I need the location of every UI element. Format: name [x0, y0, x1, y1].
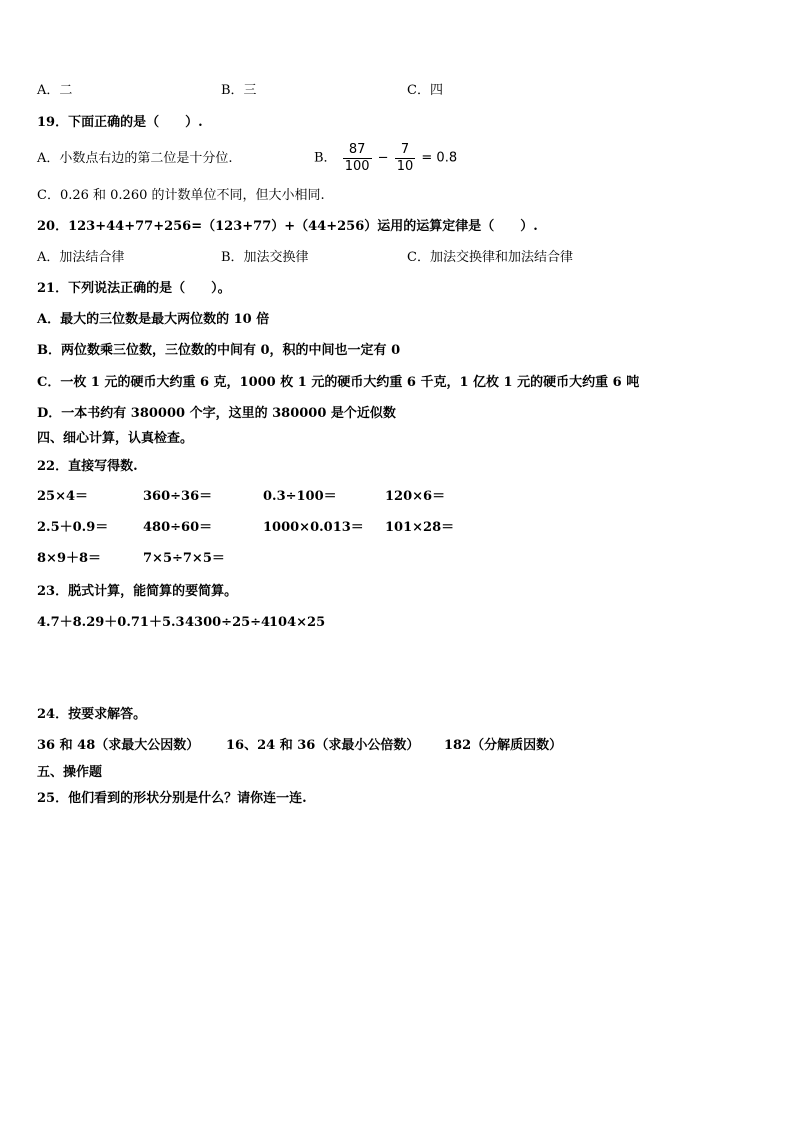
q22-item: 1000×0.013＝ — [263, 520, 364, 535]
q19-option-c: C．0.26 和 0.260 的计数单位不同，但大小相同. — [37, 188, 325, 203]
q19-option-a: A．小数点右边的第二位是十分位. — [37, 151, 233, 166]
q19-fraction-2-numerator: 7 — [395, 142, 416, 159]
q18-option-b: B．三 — [221, 83, 257, 98]
q19-option-b-label: B． — [314, 150, 337, 166]
q19-fraction-2-denominator: 10 — [396, 159, 414, 174]
q24-item: 182（分解质因数） — [444, 738, 563, 753]
q23-stem: 23．脱式计算，能简算的要简算。 — [37, 584, 238, 599]
q21-option-a: A．最大的三位数是最大两位数的 10 倍 — [37, 312, 270, 327]
q22-item: 0.3÷100＝ — [263, 489, 337, 504]
q24-item: 16、24 和 36（求最小公倍数） — [226, 738, 420, 753]
q22-item: 360÷36＝ — [143, 489, 213, 504]
q19-fraction-1 — [343, 142, 372, 175]
q24-stem: 24．按要求解答。 — [37, 707, 147, 722]
q21-option-c: C．一枚 1 元的硬币大约重 6 克，1000 枚 1 元的硬币大约重 6 千克，1 亿枚 1 元的硬币大约重 6 吨 — [37, 375, 640, 390]
q21-option-b: B．两位数乘三位数，三位数的中间有 0，积的中间也一定有 0 — [37, 343, 401, 358]
q23-item: 4300÷25÷4 — [185, 615, 271, 630]
q24-item: 36 和 48（求最大公因数） — [37, 738, 200, 753]
q22-stem: 22．直接写得数. — [37, 459, 138, 474]
q19-result: = 0.8 — [421, 150, 458, 166]
q22-item: 101×28＝ — [385, 520, 455, 535]
q22-item: 8×9＋8＝ — [37, 551, 102, 566]
q20-stem: 20．123+44+77+256=（123+77）+（44+256）运用的运算定律是（ ）. — [37, 219, 538, 234]
q18-option-c: C．四 — [407, 83, 443, 98]
section-5-heading: 五、操作题 — [37, 765, 103, 780]
q18-option-a: A．二 — [37, 83, 73, 98]
q19-minus-sign: − — [377, 150, 389, 166]
q23-item: 4.7＋8.29＋0.71＋5.3 — [37, 615, 185, 630]
q19-option-b — [314, 142, 457, 175]
q21-stem: 21．下列说法正确的是（ ）。 — [37, 281, 231, 296]
q20-option-a: A．加法结合律 — [37, 250, 125, 265]
q23-item: 104×25 — [269, 615, 326, 630]
q22-item: 7×5÷7×5＝ — [143, 551, 225, 566]
q19-fraction-1-denominator: 100 — [344, 159, 370, 174]
q19-fraction-1-numerator: 87 — [343, 142, 372, 159]
q19-fraction-2 — [395, 142, 416, 175]
q19-stem: 19．下面正确的是（ ）. — [37, 115, 203, 130]
q21-option-d: D．一本书约有 380000 个字，这里的 380000 是个近似数 — [37, 406, 396, 421]
q22-item: 120×6＝ — [385, 489, 446, 504]
q22-item: 480÷60＝ — [143, 520, 213, 535]
q20-option-c: C．加法交换律和加法结合律 — [407, 250, 573, 265]
section-4-heading: 四、细心计算，认真检查。 — [37, 431, 194, 446]
q22-item: 25×4＝ — [37, 489, 89, 504]
q20-option-b: B．加法交换律 — [221, 250, 309, 265]
q25-stem: 25．他们看到的形状分别是什么？请你连一连. — [37, 791, 307, 806]
q22-item: 2.5＋0.9＝ — [37, 520, 109, 535]
